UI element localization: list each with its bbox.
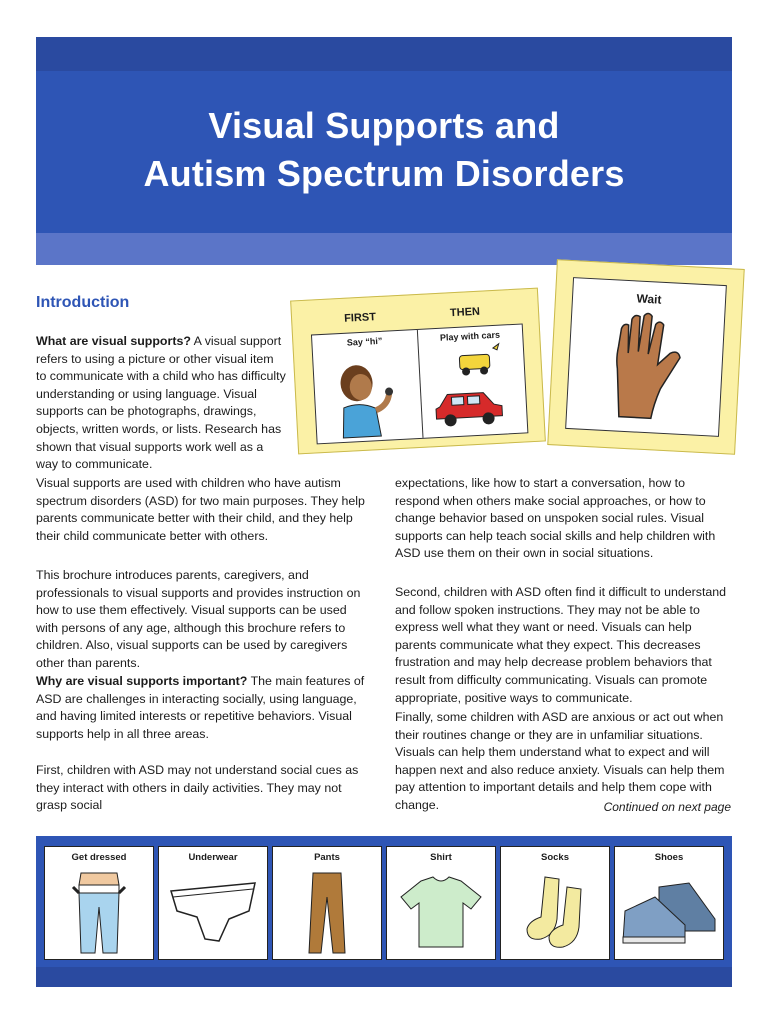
page-title bbox=[36, 102, 732, 198]
schedule-label: Socks bbox=[541, 852, 569, 863]
wait-card-inner bbox=[565, 277, 727, 437]
schedule-label: Shoes bbox=[654, 852, 684, 863]
paragraph-purposes: Visual supports are used with children who have autism spectrum disorders (ASD) for two main purposes. They help parents communicate better with their child, and they help their child communicate better with others. bbox=[36, 476, 365, 543]
paragraph-why-important bbox=[36, 673, 371, 743]
then-label: THEN bbox=[449, 305, 481, 320]
then-panel bbox=[417, 325, 527, 438]
wait-label: Wait bbox=[636, 291, 662, 307]
header-bottom-band bbox=[36, 233, 732, 265]
continued-note: Continued on next page bbox=[603, 800, 731, 814]
first-then-board bbox=[311, 323, 528, 444]
schedule-card-pants bbox=[272, 846, 382, 960]
section-heading-introduction: Introduction bbox=[36, 294, 130, 311]
schedule-label: Pants bbox=[314, 852, 340, 863]
shoes-icon bbox=[619, 867, 719, 955]
first-caption: Say “hi” bbox=[346, 335, 383, 348]
question-why-important: Why are visual supports important? bbox=[36, 674, 248, 688]
first-panel bbox=[312, 330, 423, 443]
title-line-1: Visual Supports and bbox=[208, 105, 560, 146]
header-top-band bbox=[36, 37, 732, 71]
schedule-card-shoes bbox=[614, 846, 724, 960]
paragraph-social-expectations: expectations, like how to start a conversation, how to respond when others make social approaches, or how to change behavior based on unspoken social rules. Visual supports can help teach social skills and help children with ASD use them on their own in social situations. bbox=[395, 476, 716, 561]
schedule-label: Shirt bbox=[430, 852, 452, 863]
paragraph-finally: Finally, some children with ASD are anxious or act out when their routines change or they are in unfamiliar situations. Visuals can help them understand what to expect and will happen next and also reduce anxiety. Visuals can help them pay attention to important details and help them cope with change. bbox=[395, 710, 725, 812]
schedule-card-socks bbox=[500, 846, 610, 960]
paragraph-first: First, children with ASD may not understand social cues as they interact with others in daily activities. They may not grasp social bbox=[36, 763, 359, 813]
then-caption: Play with cars bbox=[439, 329, 501, 343]
question-what-are-visual-supports: What are visual supports? bbox=[36, 334, 191, 348]
shirt-icon bbox=[391, 867, 491, 955]
pants-icon bbox=[277, 867, 377, 955]
schedule-card-shirt bbox=[386, 846, 496, 960]
schedule-card-get-dressed bbox=[44, 846, 154, 960]
schedule-card-underwear bbox=[158, 846, 268, 960]
wait-card bbox=[547, 259, 744, 455]
paragraph-second: Second, children with ASD often find it difficult to understand and follow spoken instructions. They may not be able to express well what they want or need. Visuals can help parents communicate what they expect. This decreases frustration and may help decrease problem behaviors that result from difficulty communicating. Visuals can promote appropriate, positive ways to communicate. bbox=[395, 585, 727, 705]
answer-why-important: The main features of ASD are challenges in interacting socially, using language, and having limited interests or repetitive behaviors. Visual supports help in all three areas. bbox=[36, 674, 365, 741]
first-then-card bbox=[290, 288, 546, 455]
paragraph-brochure-intro: This brochure introduces parents, caregivers, and professionals to visual supports and provides instruction on how to use them effectively. Visual supports can be used with persons of any age, although this brochure refers to children. Also, visual supports can be used by caregivers other than parents. bbox=[36, 568, 361, 670]
person-dressing-icon bbox=[49, 867, 149, 955]
stop-hand-icon bbox=[566, 304, 722, 432]
title-line-2: Autism Spectrum Disorders bbox=[143, 153, 625, 194]
schedule-label: Underwear bbox=[188, 852, 238, 863]
underwear-icon bbox=[163, 867, 263, 955]
paragraph-what-are-visual-supports bbox=[36, 333, 286, 474]
toy-cars-icon bbox=[418, 341, 527, 436]
schedule-strip-bottom bbox=[36, 967, 732, 987]
answer-what-are-visual-supports: A visual support refers to using a picture or other visual item to communicate with a child who has difficulty understanding or using language. Visual supports can be photographs, drawings, objects, written words, or lists. Research has shown that visual supports work well as a way to communicate. bbox=[36, 334, 286, 472]
child-waving-icon bbox=[313, 346, 422, 441]
schedule-label: Get dressed bbox=[71, 852, 127, 863]
socks-icon bbox=[505, 867, 605, 955]
first-label: FIRST bbox=[343, 311, 377, 325]
